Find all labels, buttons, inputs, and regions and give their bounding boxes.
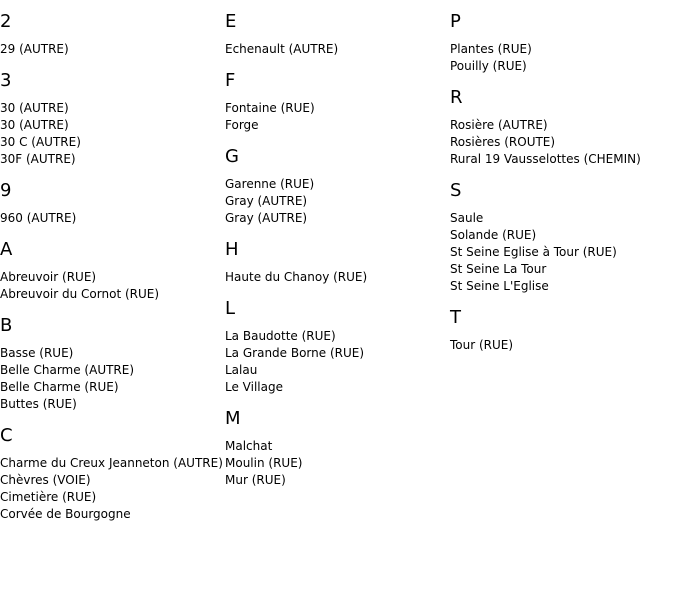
street-item: Buttes (RUE)	[0, 397, 77, 411]
street-item: Pouilly (RUE)	[450, 59, 527, 73]
street-item: Echenault (AUTRE)	[225, 42, 339, 56]
street-list	[0, 41, 224, 58]
street-item: 30F (AUTRE)	[0, 152, 76, 166]
street-item: Belle Charme (RUE)	[0, 380, 119, 394]
street-item: Belle Charme (AUTRE)	[0, 363, 135, 377]
group-heading: 3	[0, 70, 12, 91]
letter-group	[0, 425, 224, 523]
letter-group	[450, 307, 674, 354]
street-item: 30 (AUTRE)	[0, 118, 69, 132]
street-item: 29 (AUTRE)	[0, 42, 69, 56]
street-list	[0, 269, 224, 303]
group-heading: 2	[0, 11, 12, 32]
letter-group	[225, 70, 449, 134]
street-item: Abreuvoir du Cornot (RUE)	[0, 287, 160, 301]
street-list	[0, 345, 224, 413]
letter-group	[450, 87, 674, 168]
letter-group	[225, 146, 449, 227]
street-list	[450, 210, 674, 295]
index-column	[0, 0, 224, 523]
street-list	[0, 210, 224, 227]
letter-group	[225, 11, 449, 58]
street-item: Haute du Chanoy (RUE)	[225, 270, 368, 284]
street-item: Abreuvoir (RUE)	[0, 270, 97, 284]
street-list	[225, 176, 449, 227]
street-item: La Grande Borne (RUE)	[225, 346, 365, 360]
letter-group	[450, 180, 674, 295]
street-list	[225, 328, 449, 396]
street-item: Corvée de Bourgogne	[0, 507, 131, 521]
street-item: Rosière (AUTRE)	[450, 118, 548, 132]
street-item: Garenne (RUE)	[225, 177, 315, 191]
group-heading: T	[450, 307, 461, 328]
street-item: St Seine La Tour	[450, 262, 547, 276]
group-heading: P	[450, 11, 461, 32]
street-item: Solande (RUE)	[450, 228, 537, 242]
group-heading: H	[225, 239, 239, 260]
street-list	[225, 100, 449, 134]
street-item: Mur (RUE)	[225, 473, 286, 487]
street-item: Forge	[225, 118, 259, 132]
group-heading: C	[0, 425, 13, 446]
group-heading: R	[450, 87, 463, 108]
letter-group	[0, 180, 224, 227]
street-item: St Seine Eglise à Tour (RUE)	[450, 245, 617, 259]
street-list	[0, 455, 224, 523]
letter-group	[450, 11, 674, 75]
street-item: 30 (AUTRE)	[0, 101, 69, 115]
street-list	[450, 337, 674, 354]
letter-group	[0, 11, 224, 58]
group-heading: S	[450, 180, 462, 201]
street-item: Le Village	[225, 380, 283, 394]
street-item: Gray (AUTRE)	[225, 211, 308, 225]
street-list	[450, 41, 674, 75]
letter-group	[225, 298, 449, 396]
street-list	[450, 117, 674, 168]
group-heading: A	[0, 239, 13, 260]
street-item: Plantes (RUE)	[450, 42, 532, 56]
group-heading: G	[225, 146, 239, 167]
group-heading: F	[225, 70, 236, 91]
street-list	[225, 438, 449, 489]
letter-group	[225, 408, 449, 489]
street-item: Gray (AUTRE)	[225, 194, 308, 208]
group-heading: 9	[0, 180, 12, 201]
street-list	[225, 41, 449, 58]
street-item: Chèvres (VOIE)	[0, 473, 91, 487]
letter-group	[0, 70, 224, 168]
group-heading: E	[225, 11, 237, 32]
street-item: Lalau	[225, 363, 258, 377]
street-item: 30 C (AUTRE)	[0, 135, 81, 149]
letter-group	[225, 239, 449, 286]
group-heading: B	[0, 315, 13, 336]
street-list	[0, 100, 224, 168]
street-item: Malchat	[225, 439, 273, 453]
street-item: Rural 19 Vausselottes (CHEMIN)	[450, 152, 641, 166]
letter-group	[0, 315, 224, 413]
street-item: 960 (AUTRE)	[0, 211, 77, 225]
street-item: Charme du Creux Jeanneton (AUTRE)	[0, 456, 223, 470]
street-item: Saule	[450, 211, 484, 225]
street-item: Cimetière (RUE)	[0, 490, 97, 504]
group-heading: M	[225, 408, 241, 429]
street-item: Moulin (RUE)	[225, 456, 303, 470]
street-item: St Seine L'Eglise	[450, 279, 549, 293]
letter-group	[0, 239, 224, 303]
street-item: Fontaine (RUE)	[225, 101, 315, 115]
index-column	[450, 0, 674, 354]
street-list	[225, 269, 449, 286]
index-column	[225, 0, 449, 489]
group-heading: L	[225, 298, 236, 319]
street-item: Basse (RUE)	[0, 346, 74, 360]
street-item: La Baudotte (RUE)	[225, 329, 336, 343]
street-item: Tour (RUE)	[450, 338, 514, 352]
street-item: Rosières (ROUTE)	[450, 135, 556, 149]
